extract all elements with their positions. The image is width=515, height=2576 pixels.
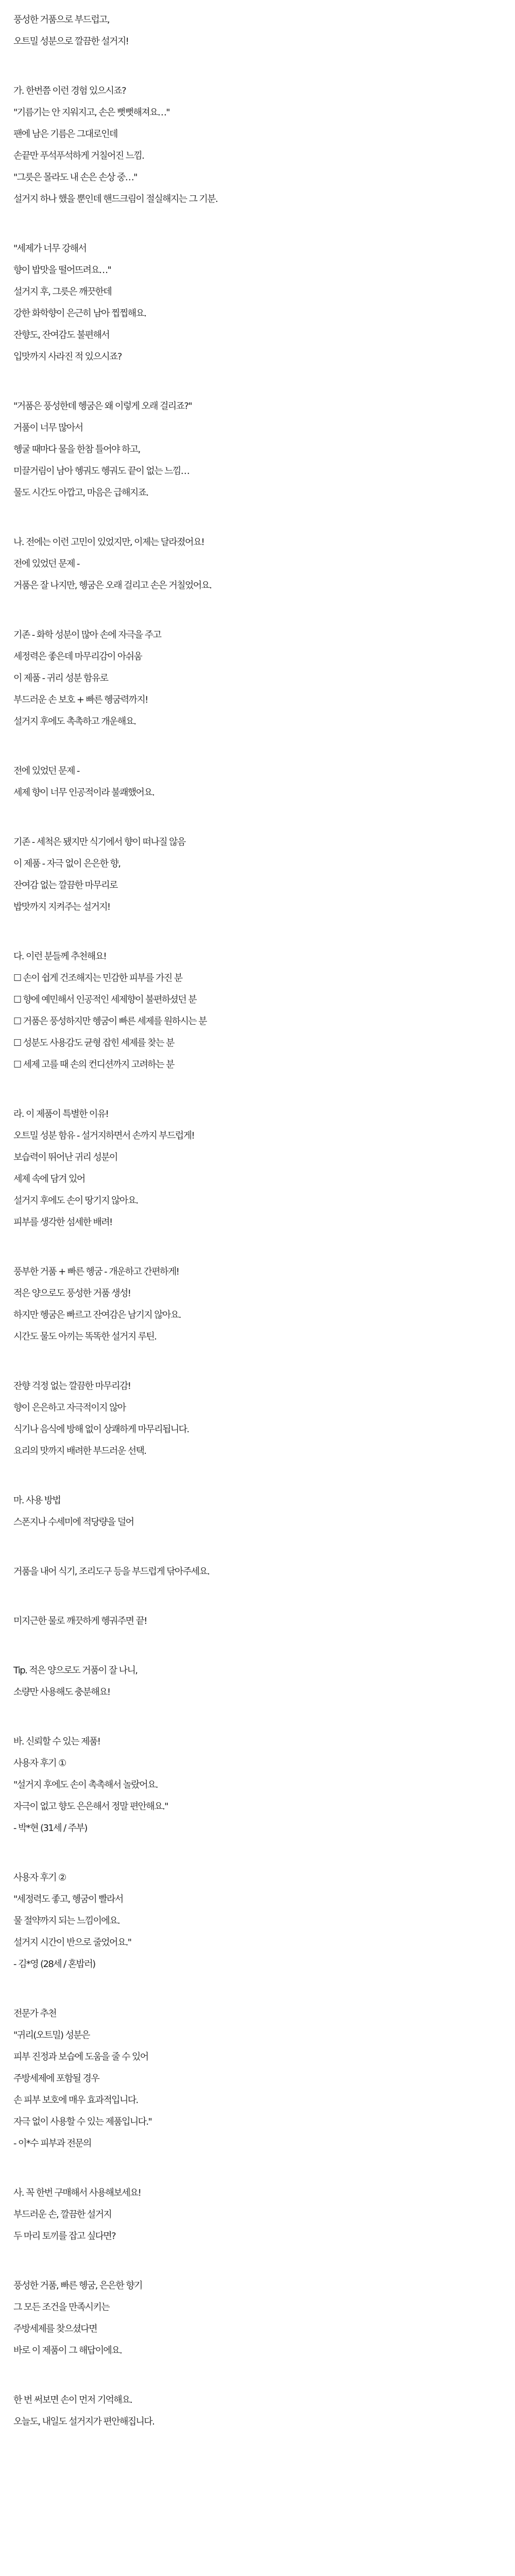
- text-paragraph: [13, 396, 515, 504]
- text-line: 식기나 음식에 방해 없이 상쾌하게 마무리됩니다.: [13, 1424, 189, 1435]
- text-line: 물도 시간도 아깝고, 마음은 급해지죠.: [13, 487, 148, 498]
- text-paragraph: [13, 2275, 515, 2362]
- text-line: 거품을 내어 식기, 조리도구 등을 부드럽게 닦아주세요.: [13, 1566, 210, 1577]
- text-paragraph: [13, 80, 515, 210]
- text-line: - 김*영 (28세 / 혼밥러): [13, 1959, 95, 1970]
- text-line: 기존 - 화학 성분이 많아 손에 자극을 주고: [13, 630, 161, 640]
- text-line: 두 마리 토끼를 잡고 싶다면?: [13, 2231, 116, 2242]
- text-line: "설거지 후에도 손이 촉촉해서 놀랐어요.: [13, 1780, 158, 1790]
- text-line: 피부 진정과 보습에 도움을 줄 수 있어: [13, 2052, 148, 2062]
- text-line: 그 모든 조건을 만족시키는: [13, 2302, 110, 2313]
- text-line: 전에 있었던 문제 -: [13, 766, 79, 776]
- text-line: 설거지 시간이 반으로 줄었어요.": [13, 1937, 131, 1948]
- text-line: 부드러운 손 보호 + 빠른 헹굼력까지!: [13, 694, 148, 705]
- text-paragraph: [13, 1261, 515, 1348]
- text-line: 설거지 후에도 손이 땅기지 않아요.: [13, 1195, 138, 1206]
- text-line: 기존 - 세척은 됐지만 식기에서 향이 떠나질 않음: [13, 837, 185, 848]
- text-line: 요리의 맛까지 배려한 부드러운 선택.: [13, 1446, 146, 1456]
- text-paragraph: [13, 2389, 515, 2433]
- text-line: ☐ 세제 고를 때 손의 컨디션까지 고려하는 분: [13, 1059, 174, 1070]
- text-line: 팬에 남은 기름은 그대로인데: [13, 129, 117, 140]
- text-line: 주방세제에 포함될 경우: [13, 2073, 99, 2084]
- text-paragraph: [13, 946, 515, 1076]
- text-line: ☐ 향에 예민해서 인공적인 세제향이 불편하셨던 분: [13, 994, 197, 1005]
- text-line: 한 번 써보면 손이 먼저 기억해요.: [13, 2395, 132, 2405]
- text-line: 오트밀 성분 함유 - 설거지하면서 손까지 부드럽게!: [13, 1130, 194, 1141]
- text-line: 물 절약까지 되는 느낌이에요.: [13, 1916, 119, 1926]
- text-line: 거품이 너무 많아서: [13, 422, 83, 433]
- text-line: 풍성한 거품으로 부드럽고,: [13, 14, 110, 25]
- text-line: 나. 전에는 이런 고민이 있었지만, 이제는 달라졌어요!: [13, 537, 204, 548]
- text-line: 세제 향이 너무 인공적이라 불쾌했어요.: [13, 787, 154, 798]
- text-line: ☐ 성분도 사용감도 균형 잡힌 세제를 찾는 분: [13, 1038, 174, 1048]
- text-line: 향이 은은하고 자극적이지 않아: [13, 1402, 126, 1413]
- text-line: 가. 한번쯤 이런 경험 있으시죠?: [13, 86, 126, 96]
- text-line: 밥맛까지 지켜주는 설거지!: [13, 902, 110, 912]
- text-line: 바로 이 제품이 그 해답이에요.: [13, 2345, 122, 2356]
- text-paragraph: [13, 1561, 515, 1583]
- text-line: 이 제품 - 자극 없이 은은한 향,: [13, 858, 121, 869]
- text-line: 하지만 헹굼은 빠르고 잔여감은 남기지 않아요.: [13, 1310, 181, 1320]
- text-line: 오트밀 성분으로 깔끔한 설거지!: [13, 36, 129, 47]
- text-line: 오늘도, 내일도 설거지가 편안해집니다.: [13, 2416, 154, 2427]
- text-paragraph: [13, 2003, 515, 2155]
- text-paragraph: [13, 1611, 515, 1632]
- text-line: 세정력은 좋은데 마무리감이 아쉬움: [13, 651, 142, 662]
- text-line: 이 제품 - 귀리 성분 함유로: [13, 673, 108, 684]
- text-line: 부드러운 손, 깔끔한 설거지: [13, 2209, 112, 2220]
- text-line: 마. 사용 방법: [13, 1495, 61, 1506]
- text-paragraph: [13, 1731, 515, 1839]
- text-line: "그릇은 몰라도 내 손은 손상 중…": [13, 172, 137, 183]
- text-line: 풍성한 거품, 빠른 헹굼, 은은한 향기: [13, 2280, 142, 2291]
- text-line: 입맛까지 사라진 적 있으시죠?: [13, 351, 122, 362]
- text-line: 사. 꼭 한번 구매해서 사용해보세요!: [13, 2188, 141, 2198]
- text-line: 스폰지나 수세미에 적당량을 덜어: [13, 1517, 134, 1528]
- text-paragraph: [13, 1104, 515, 1233]
- text-line: 거품은 잘 나지만, 헹굼은 오래 걸리고 손은 거칠었어요.: [13, 580, 212, 591]
- text-line: ☐ 손이 쉽게 건조해지는 민감한 피부를 가진 분: [13, 973, 182, 984]
- text-line: 향이 밥맛을 떨어뜨려요…": [13, 265, 111, 276]
- text-line: 전에 있었던 문제 -: [13, 558, 79, 569]
- text-line: "귀리(오트밀) 성분은: [13, 2030, 90, 2041]
- text-line: 잔여감 없는 깔끔한 마무리로: [13, 880, 117, 891]
- text-paragraph: [13, 9, 515, 53]
- text-line: 강한 화학향이 은근히 남아 찝찝해요.: [13, 308, 146, 319]
- text-paragraph: [13, 1490, 515, 1533]
- text-line: 보습력이 뛰어난 귀리 성분이: [13, 1152, 117, 1163]
- text-line: 바. 신뢰할 수 있는 제품!: [13, 1736, 100, 1747]
- text-line: 손끝만 푸석푸석하게 거칠어진 느낌.: [13, 150, 144, 161]
- text-line: 설거지 후, 그릇은 깨끗한데: [13, 286, 112, 297]
- text-line: 시간도 물도 아끼는 똑똑한 설거지 루틴.: [13, 1331, 157, 1342]
- text-line: 주방세제를 찾으셨다면: [13, 2324, 97, 2334]
- text-line: 미끌거림이 남아 헹궈도 헹궈도 끝이 없는 느낌…: [13, 466, 190, 477]
- text-paragraph: [13, 1867, 515, 1975]
- text-line: 피부를 생각한 섬세한 배려!: [13, 1217, 112, 1228]
- text-paragraph: [13, 532, 515, 597]
- text-paragraph: [13, 1376, 515, 1462]
- text-line: 소량만 사용해도 충분해요!: [13, 1687, 110, 1698]
- text-line: 사용자 후기 ①: [13, 1758, 66, 1769]
- text-paragraph: [13, 238, 515, 368]
- text-paragraph: [13, 624, 515, 733]
- text-line: "세제가 너무 강해서: [13, 243, 87, 254]
- text-paragraph: [13, 2182, 515, 2247]
- text-line: 잔향 걱정 없는 깔끔한 마무리감!: [13, 1381, 131, 1392]
- text-line: - 이*수 피부과 전문의: [13, 2138, 91, 2149]
- text-paragraph: [13, 760, 515, 804]
- text-line: "기름기는 안 지워지고, 손은 뻣뻣해져요…": [13, 107, 169, 118]
- text-paragraph: [13, 832, 515, 918]
- text-line: 전문가 추천: [13, 2008, 57, 2019]
- text-line: 적은 양으로도 풍성한 거품 생성!: [13, 1288, 131, 1299]
- text-paragraph: [13, 1660, 515, 1703]
- text-line: 다. 이런 분들께 추천해요!: [13, 951, 106, 962]
- text-line: 풍부한 거품 + 빠른 헹굼 - 개운하고 간편하게!: [13, 1266, 179, 1277]
- text-line: "세정력도 좋고, 헹굼이 빨라서: [13, 1894, 123, 1905]
- text-line: Tip. 적은 양으로도 거품이 잘 나니,: [13, 1665, 138, 1676]
- text-line: 자극이 없고 향도 은은해서 정말 편안해요.": [13, 1801, 168, 1812]
- text-line: 자극 없이 사용할 수 있는 제품입니다.": [13, 2116, 152, 2127]
- text-line: 헹굴 때마다 물을 한참 틀어야 하고,: [13, 444, 140, 455]
- text-line: 라. 이 제품이 특별한 이유!: [13, 1109, 109, 1120]
- text-line: 미지근한 물로 깨끗하게 헹궈주면 끝!: [13, 1616, 147, 1626]
- text-line: 사용자 후기 ②: [13, 1872, 66, 1883]
- text-line: 설거지 하나 했을 뿐인데 핸드크림이 절실해지는 그 기분.: [13, 194, 218, 205]
- text-line: - 박*현 (31세 / 주부): [13, 1823, 87, 1834]
- text-line: ☐ 거품은 풍성하지만 헹굼이 빠른 세제를 원하시는 분: [13, 1016, 207, 1027]
- text-line: 손 피부 보호에 매우 효과적입니다.: [13, 2095, 138, 2106]
- text-line: "거품은 풍성한데 헹굼은 왜 이렇게 오래 걸리죠?": [13, 401, 192, 412]
- text-line: 잔향도, 잔여감도 불편해서: [13, 330, 110, 341]
- text-line: 설거지 후에도 촉촉하고 개운해요.: [13, 716, 136, 727]
- text-line: 세제 속에 담겨 있어: [13, 1174, 85, 1184]
